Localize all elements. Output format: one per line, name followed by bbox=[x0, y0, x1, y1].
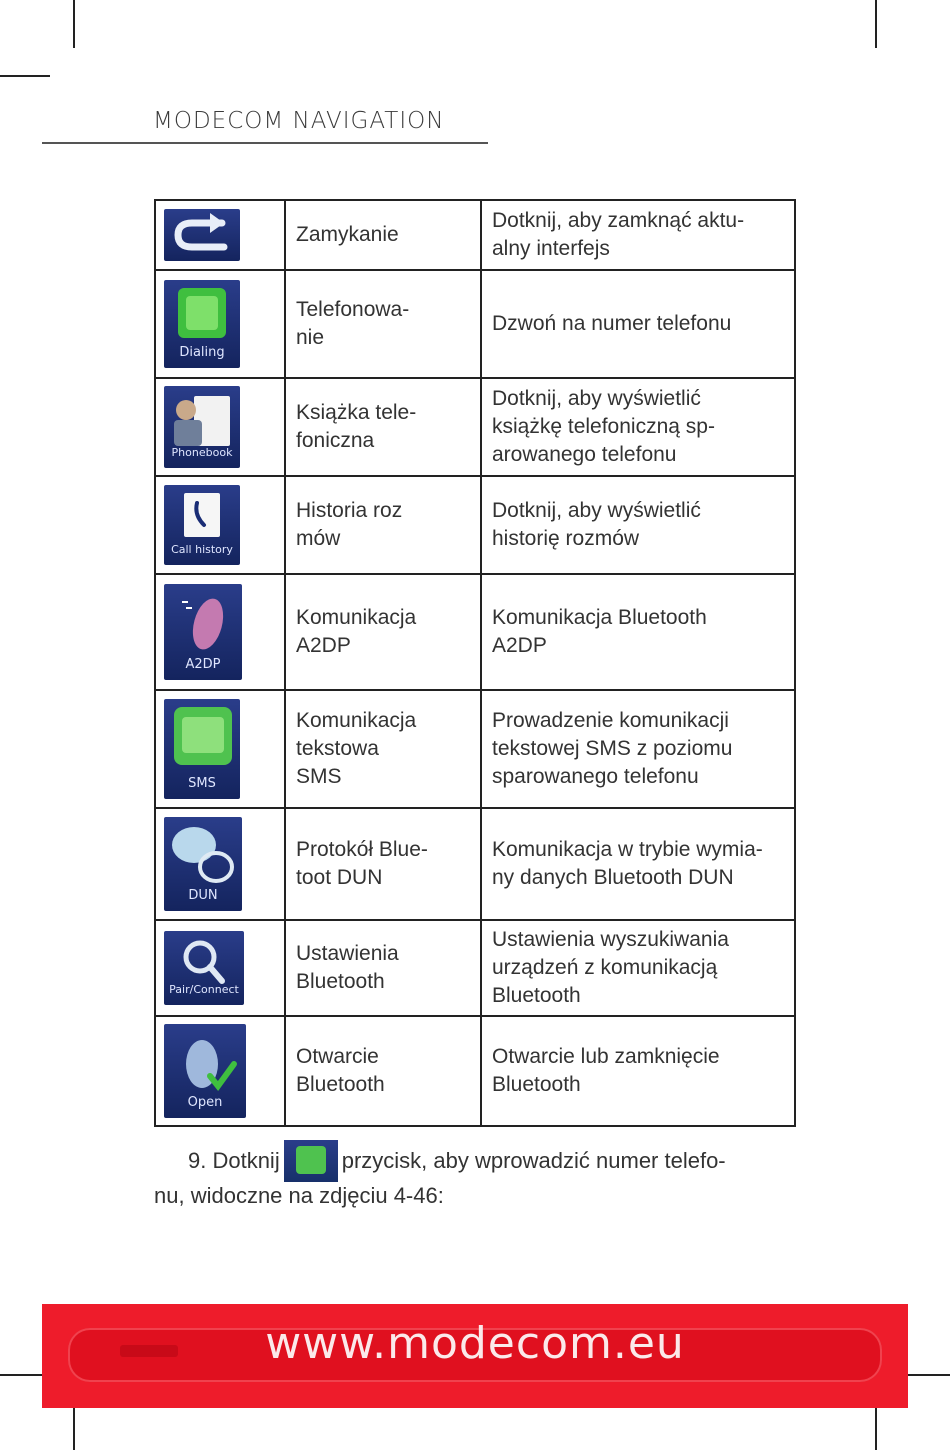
icon-cell bbox=[155, 200, 285, 270]
feature-name: Zamykanie bbox=[285, 200, 481, 270]
table-row bbox=[155, 690, 795, 808]
feature-description: Dotknij, aby wyświetlić historię rozmów bbox=[481, 476, 795, 574]
feature-name: Komunikacja tekstowa SMS bbox=[285, 690, 481, 808]
icon-caption: Open bbox=[187, 1095, 223, 1110]
icon-caption: DUN bbox=[188, 888, 218, 903]
call-history-icon bbox=[164, 485, 240, 565]
feature-description: Dzwoń na numer telefonu bbox=[481, 270, 795, 378]
instruction-text: przycisk, aby wprowadzić numer telefo- bbox=[341, 1148, 726, 1173]
icon-cell bbox=[155, 476, 285, 574]
dialing-icon bbox=[164, 280, 240, 368]
table-row bbox=[155, 574, 795, 690]
feature-description: Dotknij, aby wyświetlić książkę telefoniczną sp- arowanego telefonu bbox=[481, 378, 795, 476]
feature-table bbox=[154, 199, 796, 1127]
table-row bbox=[155, 808, 795, 920]
icon-cell bbox=[155, 920, 285, 1016]
icon-caption: A2DP bbox=[185, 657, 221, 672]
icon-cell bbox=[155, 574, 285, 690]
phonebook-icon bbox=[164, 386, 240, 468]
table-row bbox=[155, 476, 795, 574]
bluetooth-open-icon bbox=[164, 1024, 246, 1118]
page-header-title: MODECOM NAVIGATION bbox=[153, 108, 445, 134]
feature-description: Prowadzenie komunikacji tekstowej SMS z poziomu sparowanego telefonu bbox=[481, 690, 795, 808]
crop-mark bbox=[73, 0, 75, 48]
instruction-paragraph bbox=[154, 1140, 800, 1182]
feature-description: Otwarcie lub zamknięcie Bluetooth bbox=[481, 1016, 795, 1126]
crop-mark bbox=[0, 75, 50, 77]
icon-caption: Phonebook bbox=[171, 446, 233, 459]
table-row bbox=[155, 270, 795, 378]
feature-name: Protokół Blue- toot DUN bbox=[285, 808, 481, 920]
a2dp-icon bbox=[164, 584, 242, 680]
dial-button-icon bbox=[284, 1140, 338, 1182]
header-rule bbox=[42, 142, 488, 144]
footer-url: www.modecom.eu bbox=[265, 1318, 685, 1369]
table-row bbox=[155, 920, 795, 1016]
return-arrow-icon bbox=[164, 209, 240, 261]
dun-icon bbox=[164, 817, 242, 911]
icon-caption: Dialing bbox=[179, 345, 225, 360]
table-row bbox=[155, 378, 795, 476]
feature-description: Komunikacja Bluetooth A2DP bbox=[481, 574, 795, 690]
pair-connect-icon bbox=[164, 931, 244, 1005]
icon-cell bbox=[155, 270, 285, 378]
icon-caption: Call history bbox=[171, 543, 233, 556]
crop-mark bbox=[875, 1402, 877, 1450]
feature-name: Książka tele- foniczna bbox=[285, 378, 481, 476]
sms-icon bbox=[164, 699, 240, 799]
feature-name: Otwarcie Bluetooth bbox=[285, 1016, 481, 1126]
instruction-text: 9. Dotknij bbox=[188, 1148, 280, 1173]
icon-cell bbox=[155, 690, 285, 808]
icon-cell bbox=[155, 378, 285, 476]
icon-caption: Pair/Connect bbox=[169, 983, 239, 996]
feature-name: Historia roz mów bbox=[285, 476, 481, 574]
feature-name: Ustawienia Bluetooth bbox=[285, 920, 481, 1016]
feature-name: Komunikacja A2DP bbox=[285, 574, 481, 690]
instruction-paragraph-line2: nu, widoczne na zdjęciu 4-46: bbox=[154, 1183, 444, 1208]
table-row bbox=[155, 200, 795, 270]
icon-cell bbox=[155, 1016, 285, 1126]
feature-description: Komunikacja w trybie wymia- ny danych Bluetooth DUN bbox=[481, 808, 795, 920]
feature-description: Ustawienia wyszukiwania urządzeń z komunikacją Bluetooth bbox=[481, 920, 795, 1016]
crop-mark bbox=[875, 0, 877, 48]
crop-mark bbox=[73, 1402, 75, 1450]
table-row bbox=[155, 1016, 795, 1126]
icon-cell bbox=[155, 808, 285, 920]
icon-caption: SMS bbox=[188, 776, 216, 791]
feature-name: Telefonowa- nie bbox=[285, 270, 481, 378]
feature-description: Dotknij, aby zamknąć aktu- alny interfejs bbox=[481, 200, 795, 270]
